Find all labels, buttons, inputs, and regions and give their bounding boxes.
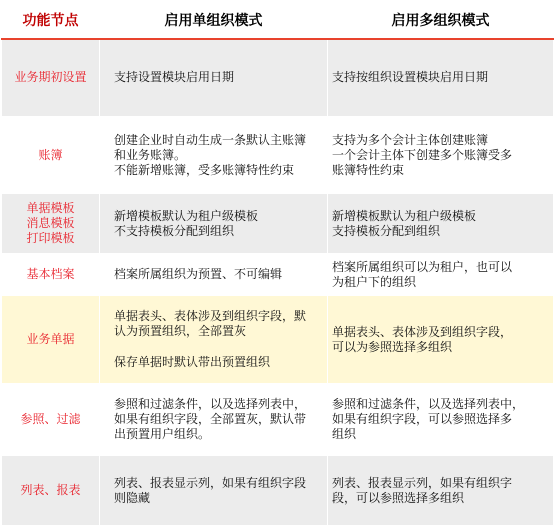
multi-mode-cell [328, 296, 554, 384]
single-mode-cell [100, 39, 328, 117]
table-row [2, 456, 554, 526]
feature-line: 消息模板 [26, 216, 75, 230]
single-line: 出预置用户组织。 [114, 427, 211, 441]
multi-line: 支持为多个会计主体创建账簿 [332, 132, 489, 147]
single-line: 参照和过滤条件，以及选择列表中， [114, 397, 307, 411]
multi-line: 档案所属组织可以为租户，也可以 [332, 259, 513, 274]
feature-line: 参照、过滤 [20, 412, 81, 426]
multi-line: 新增模板默认为租户级模板 [332, 208, 477, 223]
single-line: 支持设置模块启用日期 [114, 70, 235, 85]
multi-line: 可以为参照选择多组织 [332, 339, 453, 354]
feature-line: 账簿 [38, 147, 63, 162]
feature-cell [2, 384, 100, 456]
header-single-org: 启用单组织模式 [100, 2, 328, 39]
multi-line: 支持模板分配到组织 [332, 223, 441, 238]
single-line: 如果有组织字段，全部置灰，默认带 [114, 412, 307, 426]
single-mode-cell [100, 384, 328, 456]
feature-line: 打印模板 [26, 231, 75, 245]
multi-line: 为租户下的组织 [332, 274, 417, 289]
single-line: 单据表头、表体涉及到组织字段，默 [114, 309, 307, 323]
feature-cell [2, 39, 100, 117]
table-row [2, 254, 554, 296]
multi-line: 组织 [332, 427, 357, 441]
comparison-table [1, 1, 554, 526]
multi-line: 列表、报表显示列，如果有组织字 [332, 475, 513, 490]
single-line: 不支持模板分配到组织 [114, 223, 235, 238]
multi-line: 支持按组织设置模块启用日期 [332, 70, 489, 85]
table-row [2, 39, 554, 117]
feature-cell [2, 254, 100, 296]
feature-line: 列表、报表 [20, 483, 81, 497]
header-multi-org: 启用多组织模式 [328, 2, 554, 39]
multi-mode-cell [328, 194, 554, 254]
feature-cell [2, 296, 100, 384]
table-row [2, 117, 554, 194]
single-line: 新增模板默认为租户级模板 [114, 208, 259, 223]
multi-mode-cell [328, 456, 554, 526]
single-line: 不能新增账簿，受多账簿特性约束 [114, 162, 295, 177]
header-feature: 功能节点 [2, 2, 100, 39]
single-mode-cell [100, 296, 328, 384]
feature-cell [2, 456, 100, 526]
single-line: 档案所属组织为预置、不可编辑 [114, 267, 283, 281]
single-line: 认为预置组织，全部置灰 [114, 324, 247, 338]
multi-line: 段，可以参照选择多组织 [332, 490, 465, 505]
multi-mode-cell [328, 39, 554, 117]
single-line: 创建企业时自动生成一条默认主账簿 [114, 132, 307, 147]
multi-line: 参照和过滤条件，以及选择列表中， [332, 397, 525, 411]
multi-line: 一个会计主体下创建多个账簿受多 [332, 147, 513, 162]
table-row [2, 384, 554, 456]
single-mode-cell [100, 254, 328, 296]
feature-line: 业务期初设置 [14, 70, 87, 85]
single-mode-cell [100, 117, 328, 194]
multi-line: 账簿特性约束 [332, 162, 405, 177]
multi-mode-cell [328, 254, 554, 296]
header-row [2, 2, 554, 39]
feature-line: 业务单据 [26, 332, 75, 346]
multi-line: 单据表头、表体涉及到组织字段， [332, 324, 513, 339]
feature-line: 单据模板 [26, 201, 75, 215]
single-line: 列表、报表显示列，如果有组织字段 [114, 475, 307, 490]
feature-cell [2, 194, 100, 254]
table-row [2, 296, 554, 384]
table-row [2, 194, 554, 254]
feature-line: 基本档案 [26, 267, 75, 281]
single-line: 则隐藏 [114, 490, 151, 505]
multi-line: 如果有组织字段，可以参照选择多 [332, 412, 513, 426]
single-mode-cell [100, 456, 328, 526]
multi-mode-cell [328, 117, 554, 194]
single-mode-cell [100, 194, 328, 254]
multi-mode-cell [328, 384, 554, 456]
feature-cell [2, 117, 100, 194]
single-line: 保存单据时默认带出预置组织 [114, 355, 271, 369]
single-line: 和业务账簿。 [114, 147, 187, 162]
